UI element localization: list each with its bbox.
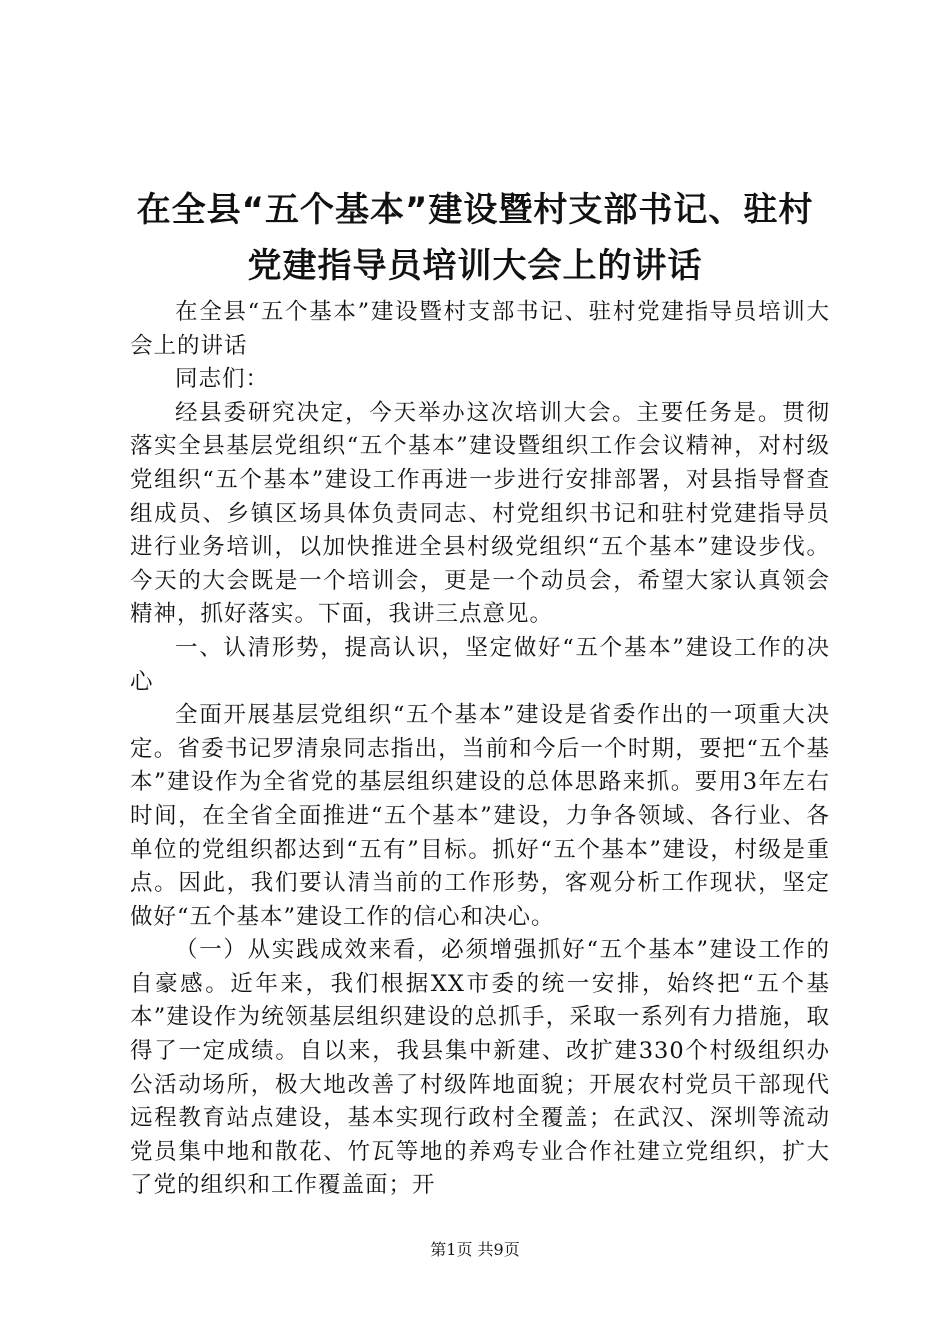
paragraph-section-1: 全面开展基层党组织“五个基本”建设是省委作出的一项重大决定。省委书记罗清泉同志指出，当前和今后一个时期，要把“五个基本”建设作为全省党的基层组织建设的总体思路来抓。要用3年左右时间，在全省全面推进“五个基本”建设，力争各领域、各行业、各单位的党组织都达到“五有”目标。抓好“五个基本”建设，村级是重点。因此，我们要认清当前的工作形势，客观分析工作现状，坚定做好“五个基本”建设工作的信心和决心。: [130, 702, 830, 930]
document-body: [130, 296, 830, 1203]
section-heading-1: 一、认清形势，提高认识，坚定做好“五个基本”建设工作的决心: [130, 634, 830, 695]
page-footer: [0, 1240, 950, 1260]
paragraph-salutation: 同志们：: [175, 366, 270, 393]
paragraph-intro: 经县委研究决定，今天举办这次培训大会。主要任务是。贯彻落实全县基层党组织“五个基本”建设暨组织工作会议精神，对村级党组织“五个基本”建设工作再进一步进行安排部署，对县指导督查组成员、乡镇区场具体负责同志、村党组织书记和驻村党建指导员进行业务培训，以加快推进全县村级党组织“五个基本”建设步伐。今天的大会既是一个培训会，更是一个动员会，希望大家认真领会精神，抓好落实。下面，我讲三点意见。: [130, 399, 830, 628]
document-title: [110, 182, 840, 294]
paragraph-subtitle: 在全县“五个基本”建设暨村支部书记、驻村党建指导员培训大会上的讲话: [130, 299, 830, 359]
page-number: 第1页 共9页: [430, 1240, 520, 1259]
title-line-1: 在全县“五个基本”建设暨村支部书记、驻村: [136, 190, 814, 230]
paragraph-subsection-1: （一）从实践成效来看，必须增强抓好“五个基本”建设工作的自豪感。近年来，我们根据XX市委的统一安排，始终把“五个基本”建设作为统领基层组织建设的总抓手，采取一系列有力措施，取得了一定成绩。自以来，我县集中新建、改扩建330个村级组织办公活动场所，极大地改善了村级阵地面貌；开展农村党员干部现代远程教育站点建设，基本实现行政村全覆盖；在武汉、深圳等流动党员集中地和散花、竹瓦等地的养鸡专业合作社建立党组织，扩大了党的组织和工作覆盖面；开: [130, 937, 830, 1199]
title-line-2: 党建指导员培训大会上的讲话: [247, 246, 703, 286]
